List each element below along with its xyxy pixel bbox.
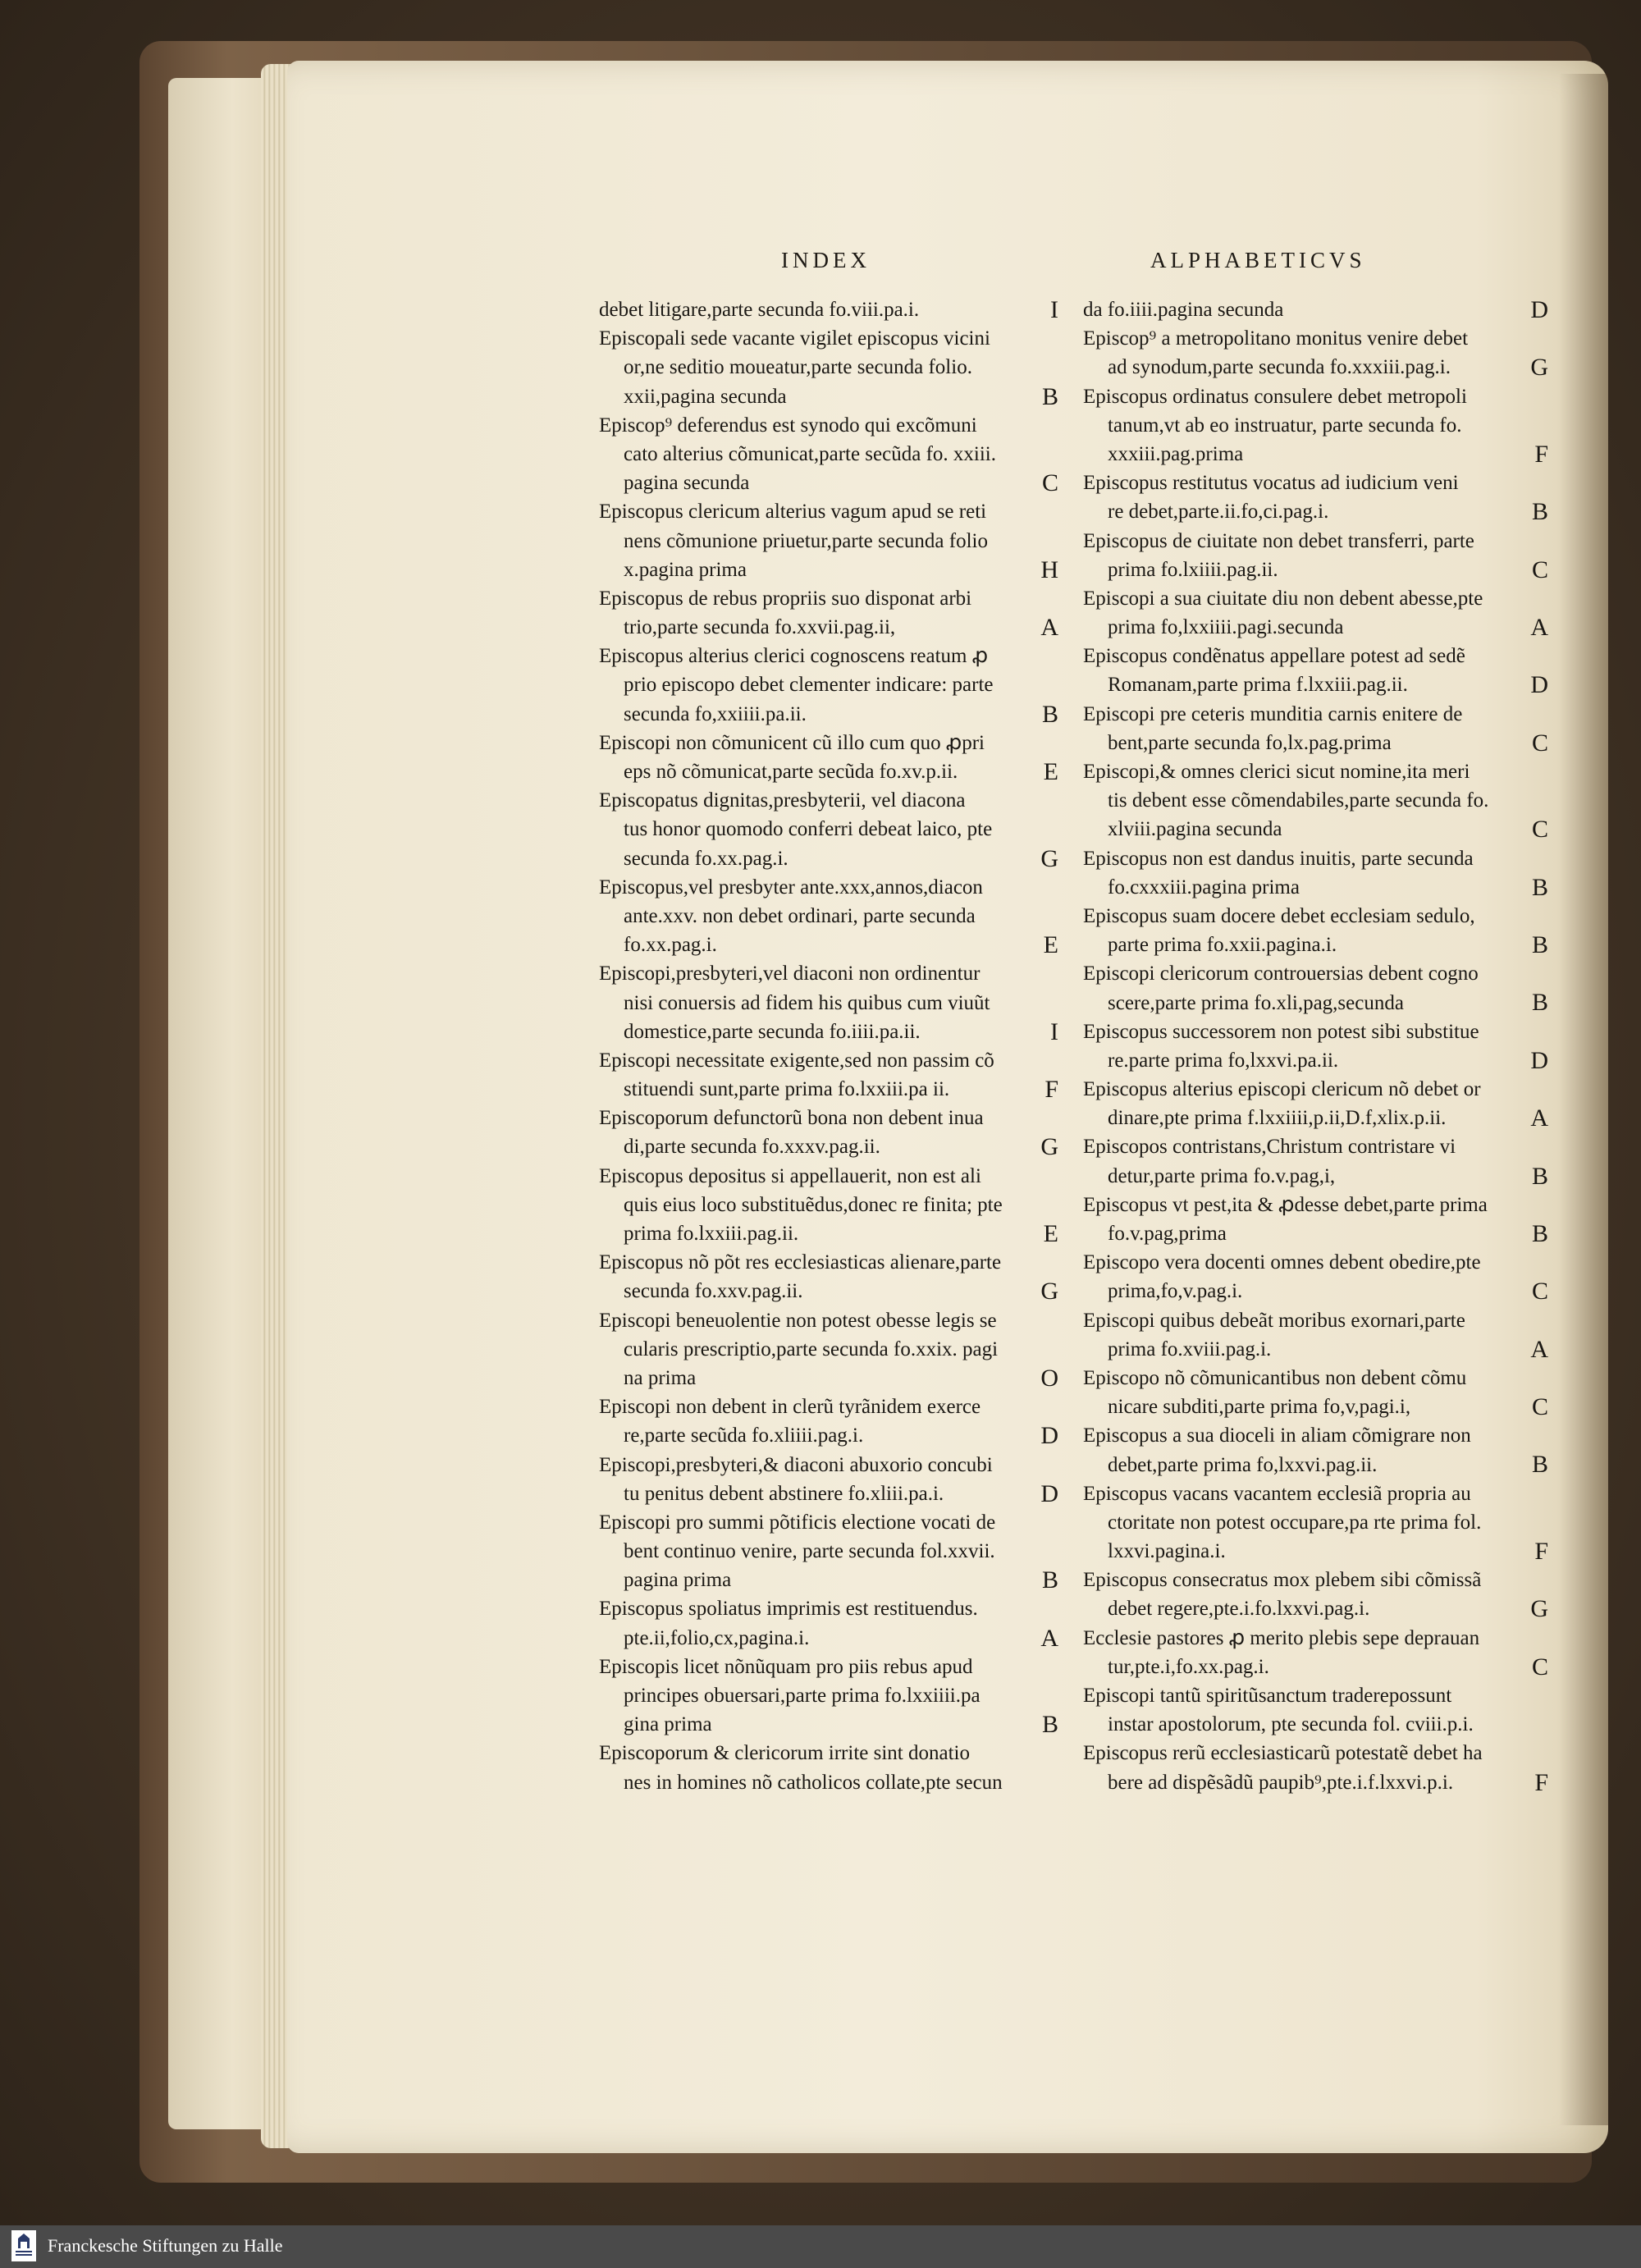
index-entry-line: nens cõmunione priuetur,parte secunda folio <box>624 529 988 552</box>
index-entry <box>1083 324 1548 382</box>
index-entry-line: Episcopo vera docenti omnes debent obedire,pte <box>1083 1251 1481 1274</box>
section-letter: D <box>1530 671 1548 699</box>
index-entry-line: Episcopus a sua dioceli in aliam cõmigrare non <box>1083 1424 1471 1447</box>
section-letter: B <box>1041 382 1058 410</box>
index-entry <box>599 584 1058 642</box>
index-entry-line: domestice,parte secunda fo.iiii.pa.ii. <box>624 1020 921 1043</box>
index-entry <box>599 1306 1058 1393</box>
section-letter: E <box>1043 1219 1058 1247</box>
section-letter: C <box>1531 816 1548 844</box>
index-entry-line: Episcopi necessitate exigente,sed non passim cõ <box>599 1049 994 1072</box>
index-entry-line: debet litigare,parte secunda fo.viii.pa.i. <box>599 299 920 321</box>
section-letter: C <box>1041 469 1058 497</box>
index-entry-line: tis debent esse cõmendabiles,parte secunda fo. <box>1108 789 1489 812</box>
section-letter: B <box>1531 931 1548 959</box>
index-entry-line: Episcopus ordinatus consulere debet metropoli <box>1083 385 1467 408</box>
section-letter: E <box>1043 931 1058 959</box>
index-entry <box>599 1104 1058 1161</box>
index-entry-line: Ecclesie pastores ꝓ merito plebis sepe deprauan <box>1083 1626 1480 1649</box>
index-entry <box>1083 1248 1548 1305</box>
index-entry-line: Episcopis licet nõnũquam pro piis rebus apud <box>599 1655 973 1678</box>
index-entry-line: xxii,pagina secunda <box>624 385 787 408</box>
index-entry-line: Episcopus consecratus mox plebem sibi cõmissã <box>1083 1569 1482 1592</box>
index-entry-line: debet,parte prima fo,lxxvi.pag.ii. <box>1108 1453 1378 1476</box>
index-entry-line: gina prima <box>624 1713 712 1736</box>
section-letter: I <box>1050 295 1058 323</box>
index-entry <box>599 1508 1058 1595</box>
index-entry <box>1083 1075 1548 1132</box>
index-entry-line: Episcop⁹ deferendus est synodo qui excõmuni <box>599 414 977 437</box>
index-entry-line: Episcopus de ciuitate non debet transferri, parte <box>1083 529 1474 552</box>
index-entry-line: fo.cxxxiii.pagina prima <box>1108 876 1300 899</box>
section-letter: D <box>1530 295 1548 323</box>
index-entry-line: ante.xxv. non debet ordinari, parte secunda <box>624 904 976 927</box>
index-entry <box>599 1392 1058 1450</box>
section-letter: C <box>1531 556 1548 583</box>
index-entry <box>1083 1479 1548 1566</box>
gutter-shadow <box>1559 74 1608 2125</box>
section-letter: A <box>1040 614 1058 642</box>
index-entry-line: Episcopus suam docere debet ecclesiam sedulo, <box>1083 904 1475 927</box>
index-entry <box>1083 1739 1548 1796</box>
section-letter: G <box>1040 844 1058 872</box>
index-entry-line: Episcopo nõ cõmunicantibus non debent cõmu <box>1083 1366 1467 1389</box>
index-entry-line: Episcopos contristans,Christum contristare vi <box>1083 1136 1456 1159</box>
section-letter: H <box>1040 556 1058 583</box>
index-entry-line: Episcop⁹ a metropolitano monitus venire debet <box>1083 327 1469 350</box>
index-entry-line: Episcopi clericorum controuersias debent cogno <box>1083 963 1479 985</box>
section-letter: G <box>1040 1278 1058 1305</box>
index-entry-line: pagina prima <box>624 1569 732 1592</box>
footer-bar <box>0 2225 1641 2268</box>
index-entry-line: Episcopi non debent in clerũ tyrãnidem exerce <box>599 1396 981 1419</box>
index-entry-line: bere ad dispẽsãdũ paupib⁹,pte.i.f.lxxvi.p.i. <box>1108 1771 1454 1794</box>
index-entry-line: instar apostolorum, pte secunda fol. cviii.p.i. <box>1108 1713 1474 1736</box>
index-entry-line: Episcopus condẽnatus appellare potest ad sedẽ <box>1083 645 1465 668</box>
index-entry-line: quis eius loco substituẽdus,donec re finita; pte <box>624 1193 1003 1216</box>
index-entry <box>1083 1017 1548 1075</box>
index-entry-line: tanum,vt ab eo instruatur, parte secunda fo. <box>1108 414 1462 437</box>
section-letter: C <box>1531 1393 1548 1421</box>
section-letter: A <box>1530 1335 1548 1363</box>
index-entry <box>599 1739 1058 1796</box>
section-letter: B <box>1531 1162 1548 1190</box>
index-entry-line: Episcopus vt pest,ita & ꝓdesse debet,parte prima <box>1083 1193 1488 1216</box>
section-letter: B <box>1531 873 1548 901</box>
section-letter: G <box>1530 354 1548 382</box>
section-letter: D <box>1040 1422 1058 1450</box>
index-entry-line: Episcoporum & clericorum irrite sint donatio <box>599 1742 970 1765</box>
index-entry-line: re,parte secũda fo.xliiii.pag.i. <box>624 1424 864 1447</box>
index-entry-line: na prima <box>624 1366 697 1389</box>
index-entry-line: prima fo.lxiiii.pag.ii. <box>1108 558 1278 581</box>
index-entry-line: re debet,parte.ii.fo,ci.pag.i. <box>1108 501 1329 524</box>
index-entry <box>1083 1132 1548 1190</box>
index-entry <box>1083 382 1548 469</box>
index-entry-line: Episcopi a sua ciuitate diu non debent abesse,pte <box>1083 587 1483 610</box>
index-entry <box>1083 527 1548 584</box>
index-entry-line: cato alterius cõmunicat,parte secũda fo. xxiii. <box>624 442 996 465</box>
index-entry <box>599 786 1058 873</box>
index-entry-line: detur,parte prima fo.v.pag,i, <box>1108 1164 1336 1187</box>
index-entry <box>1083 469 1548 526</box>
index-entry <box>1083 1306 1548 1364</box>
index-entry-line: di,parte secunda fo.xxxv.pag.ii. <box>624 1136 880 1159</box>
footer-institution-label: Franckesche Stiftungen zu Halle <box>48 2235 283 2256</box>
index-entry-line: Episcoporum defunctorũ bona non debent inua <box>599 1107 984 1130</box>
index-entry <box>1083 757 1548 844</box>
index-entry-line: secunda fo.xx.pag.i. <box>624 847 789 870</box>
index-entry-line: parte prima fo.xxii.pagina.i. <box>1108 934 1337 957</box>
index-entry <box>599 497 1058 584</box>
section-letter: A <box>1040 1624 1058 1652</box>
index-entry-line: prima,fo,v.pag.i. <box>1108 1280 1243 1303</box>
index-entry <box>1083 584 1548 642</box>
index-entry <box>1083 1364 1548 1421</box>
section-letter: B <box>1531 498 1548 526</box>
previous-page-edge <box>168 78 275 2129</box>
index-entry <box>1083 902 1548 959</box>
index-entry-line: Episcopi,presbyteri,vel diaconi non ordinentur <box>599 963 980 985</box>
index-entry-line: dinare,pte prima f.lxxiiii,p.ii,D.f,xlix.p.ii. <box>1108 1107 1447 1130</box>
index-entry-line: Episcopus restitutus vocatus ad iudicium veni <box>1083 472 1459 495</box>
index-entry <box>599 411 1058 498</box>
index-entry <box>599 959 1058 1046</box>
index-entry-line: Episcopi non cõmunicent cũ illo cum quo ꝓpri <box>599 731 985 754</box>
section-letter: O <box>1040 1364 1058 1392</box>
index-entry <box>599 1162 1058 1249</box>
index-entry-line: Episcopatus dignitas,presbyterii, vel diacona <box>599 789 966 812</box>
index-entry <box>599 1653 1058 1740</box>
section-letter: F <box>1534 1538 1548 1566</box>
section-letter: G <box>1040 1133 1058 1161</box>
index-entry-line: Episcopus successorem non potest sibi substitue <box>1083 1020 1479 1043</box>
index-entry-line: bent continuo venire, parte secunda fol.xxvii. <box>624 1540 995 1563</box>
index-entry-line: prima fo.lxxiii.pag.ii. <box>624 1223 799 1245</box>
index-entry-line: cularis prescriptio,parte secunda fo.xxix. pagi <box>624 1337 999 1360</box>
index-entry-line: Episcopus depositus si appellauerit, non est ali <box>599 1164 981 1187</box>
index-entry-line: pagina secunda <box>624 472 750 495</box>
section-letter: C <box>1531 1278 1548 1305</box>
index-entry-line: Episcopus clericum alterius vagum apud se reti <box>599 501 987 524</box>
index-entry-line: ad synodum,parte secunda fo.xxxiii.pag.i. <box>1108 356 1451 379</box>
index-entry <box>1083 700 1548 757</box>
index-entry-line: stituendi sunt,parte prima fo.lxxiii.pa ii. <box>624 1078 950 1101</box>
index-entry-line: xlviii.pagina secunda <box>1108 818 1282 841</box>
index-entry-line: prio episcopo debet clementer indicare: parte <box>624 674 994 697</box>
section-letter: B <box>1531 989 1548 1017</box>
index-entry-line: lxxvi.pagina.i. <box>1108 1540 1226 1563</box>
index-entry-line: fo.v.pag,prima <box>1108 1223 1227 1245</box>
index-entry <box>1083 959 1548 1017</box>
section-letter: D <box>1040 1479 1058 1507</box>
index-entry-line: Episcopus de rebus propriis suo disponat arbi <box>599 587 972 610</box>
index-entry <box>599 729 1058 786</box>
index-entry <box>599 295 1058 324</box>
section-letter: G <box>1530 1595 1548 1623</box>
index-entry-line: tus honor quomodo conferri debeat laico, pte <box>624 818 993 841</box>
index-entry-line: Episcopus rerũ ecclesiasticarũ potestatẽ debet ha <box>1083 1742 1483 1765</box>
section-letter: I <box>1050 1017 1058 1045</box>
index-entry-line: Episcopi,& omnes clerici sicut nomine,ita meri <box>1083 761 1470 783</box>
index-entry-line: Episcopi pre ceteris munditia carnis enitere de <box>1083 702 1463 725</box>
index-entry <box>599 873 1058 960</box>
index-entry-line: da fo.iiii.pagina secunda <box>1083 299 1284 321</box>
index-entry <box>1083 844 1548 902</box>
index-entry-line: nicare subditi,parte prima fo,v,pagi.i, <box>1108 1396 1411 1419</box>
index-entry-line: scere,parte prima fo.xli,pag,secunda <box>1108 991 1404 1014</box>
index-entry-line: Romanam,parte prima f.lxxiii.pag.ii. <box>1108 674 1408 697</box>
running-header-right: ALPHABETICVS <box>1150 248 1366 272</box>
section-letter: C <box>1531 729 1548 757</box>
index-entry-line: fo.xx.pag.i. <box>624 934 717 957</box>
index-entry-line: bent,parte secunda fo,lx.pag.prima <box>1108 731 1392 754</box>
index-entry-line: xxxiii.pag.prima <box>1108 442 1244 465</box>
index-entry-line: principes obuersari,parte prima fo.lxxiiii.pa <box>624 1685 980 1707</box>
index-entry-line: nisi conuersis ad fidem his quibus cum viuũt <box>624 991 990 1014</box>
index-entry-line: re.parte prima fo,lxxvi.pa.ii. <box>1108 1049 1339 1072</box>
index-entry-line: Episcopus alterius episcopi clericum nõ debet or <box>1083 1078 1481 1101</box>
section-letter: D <box>1530 1046 1548 1074</box>
index-entry-line: Episcopi tantũ spiritũsanctum traderepossunt <box>1083 1685 1452 1707</box>
index-entry <box>1083 1681 1548 1739</box>
index-entry-line: prima fo,lxxiiii.pagi.secunda <box>1108 616 1344 639</box>
index-entry-line: Episcopali sede vacante vigilet episcopus vicini <box>599 327 990 350</box>
running-header-left: INDEX <box>781 248 871 272</box>
index-entry-line: debet regere,pte.i.fo.lxxvi.pag.i. <box>1108 1598 1370 1621</box>
section-letter: B <box>1531 1451 1548 1479</box>
franckesche-stiftungen-logo-icon <box>11 2230 36 2261</box>
index-entry-line: secunda fo,xxiiii.pa.ii. <box>624 702 807 725</box>
index-entry-line: Episcopi,presbyteri,& diaconi abuxorio concubi <box>599 1453 993 1476</box>
section-letter: F <box>1534 1768 1548 1796</box>
index-entry <box>1083 1624 1548 1681</box>
index-entry-line: Episcopus vacans vacantem ecclesiã propria au <box>1083 1482 1471 1505</box>
index-entry-line: Episcopus,vel presbyter ante.xxx,annos,diacon <box>599 876 983 899</box>
section-letter: C <box>1531 1653 1548 1680</box>
index-entry-line: tu penitus debent abstinere fo.xliii.pa.i. <box>624 1482 944 1505</box>
index-entry-line: prima fo.xviii.pag.i. <box>1108 1337 1272 1360</box>
index-entry-line: trio,parte secunda fo.xxvii.pag.ii, <box>624 616 896 639</box>
index-column-left <box>599 295 1058 1797</box>
section-letter: B <box>1531 1219 1548 1247</box>
section-letter: A <box>1530 614 1548 642</box>
index-entry-line: Episcopus non est dandus inuitis, parte secunda <box>1083 847 1474 870</box>
index-entry-line: Episcopus nõ põt res ecclesiasticas alienare,parte <box>599 1251 1002 1274</box>
index-entry <box>1083 642 1548 699</box>
section-letter: B <box>1041 700 1058 728</box>
index-entry <box>1083 1566 1548 1623</box>
index-entry <box>599 1248 1058 1305</box>
index-entry <box>599 1594 1058 1652</box>
index-entry <box>1083 1191 1548 1248</box>
index-entry-line: ctoritate non potest occupare,pa rte prima fol. <box>1108 1511 1482 1534</box>
index-entry <box>599 1451 1058 1508</box>
index-entry-line: eps nõ cõmunicat,parte secũda fo.xv.p.ii. <box>624 761 958 783</box>
index-entry-line: or,ne seditio moueatur,parte secunda folio. <box>624 356 972 379</box>
index-entry-line: Episcopi beneuolentie non potest obesse legis se <box>599 1309 997 1332</box>
section-letter: E <box>1043 757 1058 785</box>
index-entry-line: Episcopus spoliatus imprimis est restituendus. <box>599 1598 978 1621</box>
index-entry <box>1083 295 1548 324</box>
index-entry-line: Episcopi quibus debeãt moribus exornari,parte <box>1083 1309 1465 1332</box>
index-entry <box>599 642 1058 729</box>
index-entry-line: secunda fo.xxv.pag.ii. <box>624 1280 803 1303</box>
section-letter: B <box>1041 1566 1058 1594</box>
index-entry-line: x.pagina prima <box>624 558 747 581</box>
section-letter: F <box>1534 440 1548 468</box>
index-entry <box>599 1046 1058 1104</box>
section-letter: B <box>1041 1711 1058 1739</box>
index-entry-line: Episcopus alterius clerici cognoscens reatum ꝓ <box>599 645 989 668</box>
index-entry-line: tur,pte.i,fo.xx.pag.i. <box>1108 1655 1269 1678</box>
section-letter: F <box>1044 1076 1058 1104</box>
index-entry-line: pte.ii,folio,cx,pagina.i. <box>624 1626 810 1649</box>
index-entry <box>1083 1421 1548 1479</box>
index-entry-line: nes in homines nõ catholicos collate,pte secun <box>624 1771 1003 1794</box>
index-entry <box>599 324 1058 411</box>
index-entry-line: Episcopi pro summi põtificis electione vocati de <box>599 1511 996 1534</box>
index-column-right <box>1083 295 1548 1797</box>
section-letter: A <box>1530 1104 1548 1132</box>
